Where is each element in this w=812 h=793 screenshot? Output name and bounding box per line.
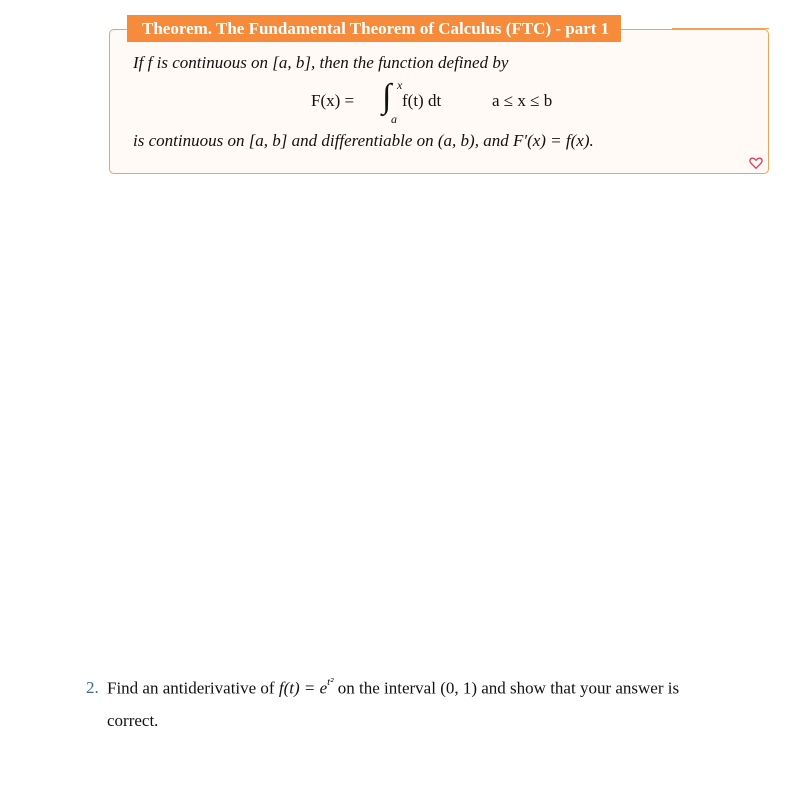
integral-upper-limit: x: [397, 78, 403, 92]
heart-icon[interactable]: [749, 156, 763, 170]
theorem-header-rule: [672, 28, 769, 29]
theorem-header: Theorem. The Fundamental Theorem of Calculus (FTC) - part 1: [127, 15, 621, 42]
integral-sign-icon: ∫: [382, 78, 392, 115]
problem-line2: correct.: [107, 711, 159, 730]
formula-lhs: F(x) =: [311, 91, 355, 110]
problem-function: f(t) = e: [278, 678, 328, 698]
integral-lower-limit: a: [391, 112, 397, 126]
problem-text-before: Find an antiderivative of: [107, 678, 279, 698]
problem-number: 2.: [86, 678, 99, 697]
problem-exponent: t²: [327, 676, 334, 688]
problem-text-after: on the interval (0, 1) and show that your answer is: [337, 678, 680, 698]
problem-line1: [107, 678, 679, 699]
theorem-statement-line2: is continuous on [a, b] and differentiable on (a, b), and F′(x) = f(x).: [133, 131, 594, 150]
domain-condition: a ≤ x ≤ b: [492, 91, 553, 110]
theorem-statement-line1: If f is continuous on [a, b], then the function defined by: [133, 53, 509, 72]
integrand: f(t) dt: [402, 91, 442, 110]
